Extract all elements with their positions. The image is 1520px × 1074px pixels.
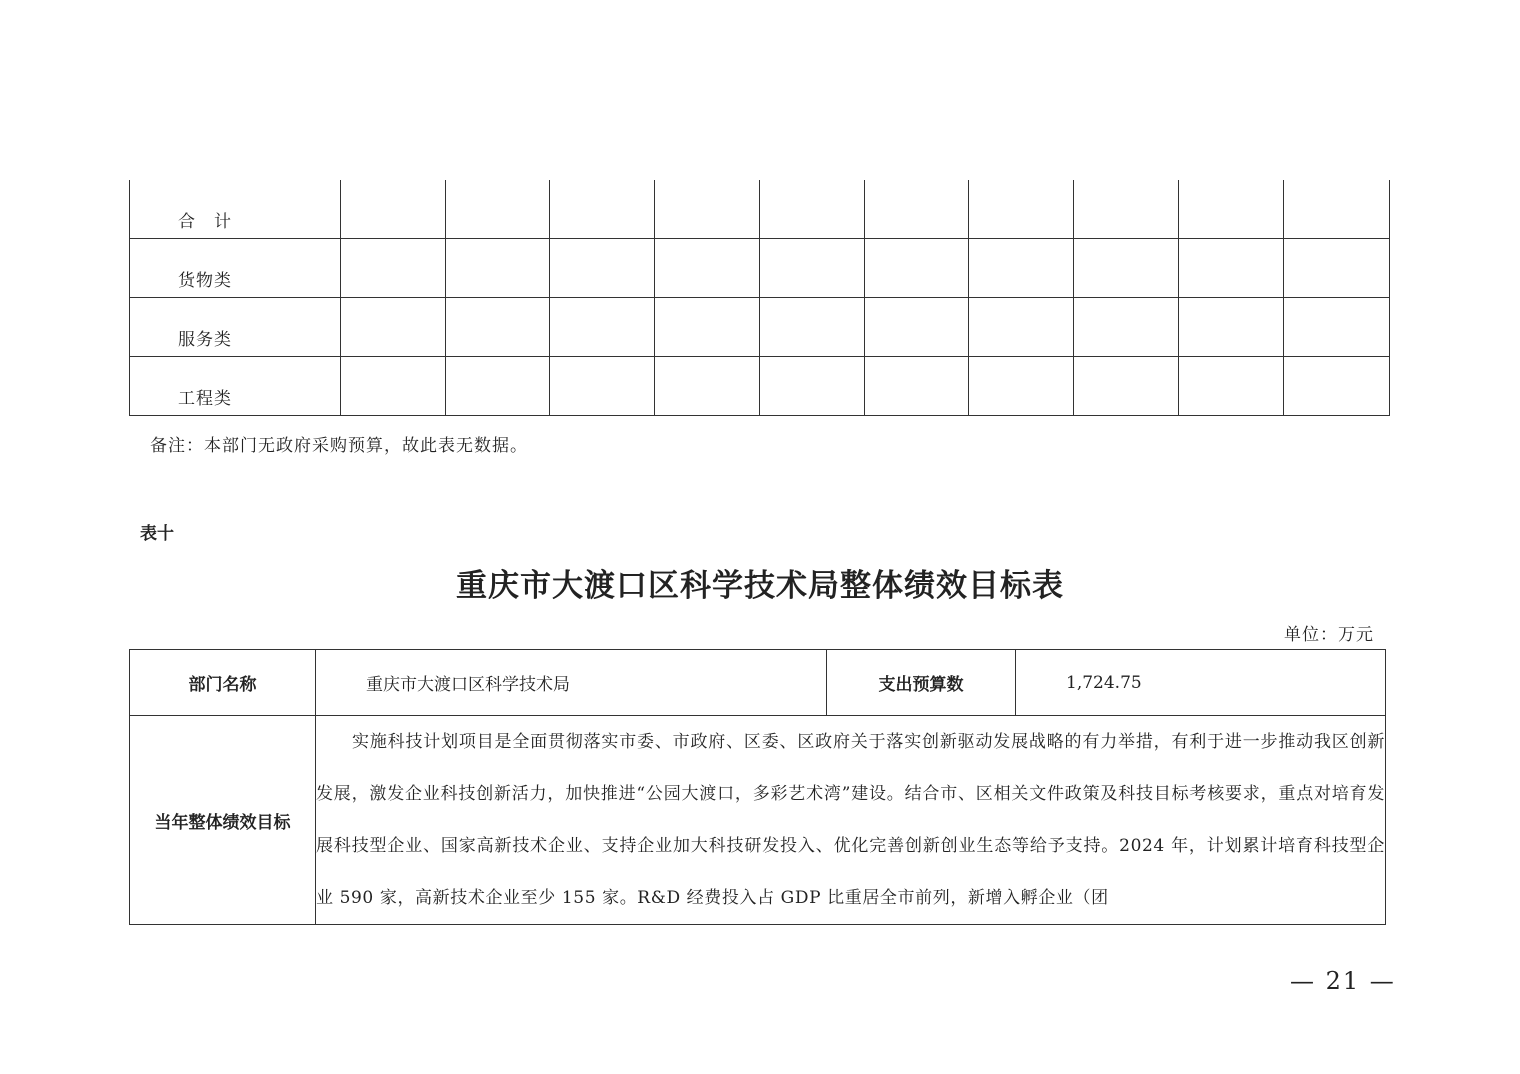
empty-cell (550, 180, 655, 239)
table-number: 表十 (140, 524, 174, 544)
empty-cell (760, 357, 865, 416)
row-label (130, 180, 341, 239)
page-number: — 21 — (1290, 967, 1396, 995)
empty-cell (865, 298, 969, 357)
row-label-text: 工程类 (178, 389, 232, 409)
performance-table (129, 649, 1386, 925)
goal-row (130, 716, 1386, 925)
budget-label: 支出预算数 (827, 650, 1016, 716)
table-row (130, 357, 1390, 416)
empty-cell (969, 239, 1074, 298)
row-label (130, 357, 341, 416)
row-label-text: 合 计 (178, 212, 232, 232)
empty-cell (760, 239, 865, 298)
empty-cell (446, 180, 550, 239)
empty-cell (969, 180, 1074, 239)
dept-row (130, 650, 1386, 716)
empty-cell (1074, 357, 1179, 416)
empty-cell (341, 180, 446, 239)
empty-cell (969, 357, 1074, 416)
empty-cell (865, 239, 969, 298)
row-label-text: 服务类 (178, 330, 232, 350)
empty-cell (341, 357, 446, 416)
table-row (130, 239, 1390, 298)
procurement-table (129, 180, 1390, 416)
unit-label: 单位：万元 (1284, 625, 1374, 645)
empty-cell (1179, 180, 1284, 239)
row-label-text: 货物类 (178, 271, 232, 291)
empty-cell (550, 357, 655, 416)
empty-cell (655, 357, 760, 416)
budget-value: 1,724.75 (1016, 650, 1386, 716)
table-row (130, 298, 1390, 357)
empty-cell (1074, 239, 1179, 298)
empty-cell (1179, 239, 1284, 298)
dept-name-label: 部门名称 (130, 650, 316, 716)
empty-cell (865, 357, 969, 416)
row-label (130, 239, 341, 298)
dept-name-value: 重庆市大渡口区科学技术局 (316, 650, 827, 716)
row-label (130, 298, 341, 357)
goal-label: 当年整体绩效目标 (130, 716, 316, 925)
empty-cell (1284, 357, 1390, 416)
empty-cell (760, 180, 865, 239)
empty-cell (969, 298, 1074, 357)
page-title: 重庆市大渡口区科学技术局整体绩效目标表 (456, 568, 1064, 604)
empty-cell (446, 298, 550, 357)
empty-cell (760, 298, 865, 357)
empty-cell (655, 239, 760, 298)
empty-cell (1179, 298, 1284, 357)
empty-cell (550, 298, 655, 357)
empty-cell (1284, 239, 1390, 298)
empty-cell (1074, 298, 1179, 357)
empty-cell (1179, 357, 1284, 416)
table-note: 备注：本部门无政府采购预算，故此表无数据。 (150, 436, 528, 456)
empty-cell (655, 180, 760, 239)
empty-cell (446, 239, 550, 298)
empty-cell (1284, 180, 1390, 239)
empty-cell (341, 298, 446, 357)
empty-cell (1074, 180, 1179, 239)
empty-cell (655, 298, 760, 357)
empty-cell (1284, 298, 1390, 357)
empty-cell (865, 180, 969, 239)
empty-cell (341, 239, 446, 298)
empty-cell (550, 239, 655, 298)
table-row (130, 180, 1390, 239)
empty-cell (446, 357, 550, 416)
goal-text: 实施科技计划项目是全面贯彻落实市委、市政府、区委、区政府关于落实创新驱动发展战略的有力举措，有利于进一步推动我区创新发展，激发企业科技创新活力，加快推进“公园大渡口，多彩艺术湾”建设。结合市、区相关文件政策及科技目标考核要求，重点对培育发展科技型企业、国家高新技术企业、支持企业加大科技研发投入、优化完善创新创业生态等给予支持。2024 年，计划累计培育科技型企业 590 家，高新技术企业至少 155 家。R&D 经费投入占 GDP 比重居全市前列，新增入孵企业（团 (316, 716, 1386, 925)
